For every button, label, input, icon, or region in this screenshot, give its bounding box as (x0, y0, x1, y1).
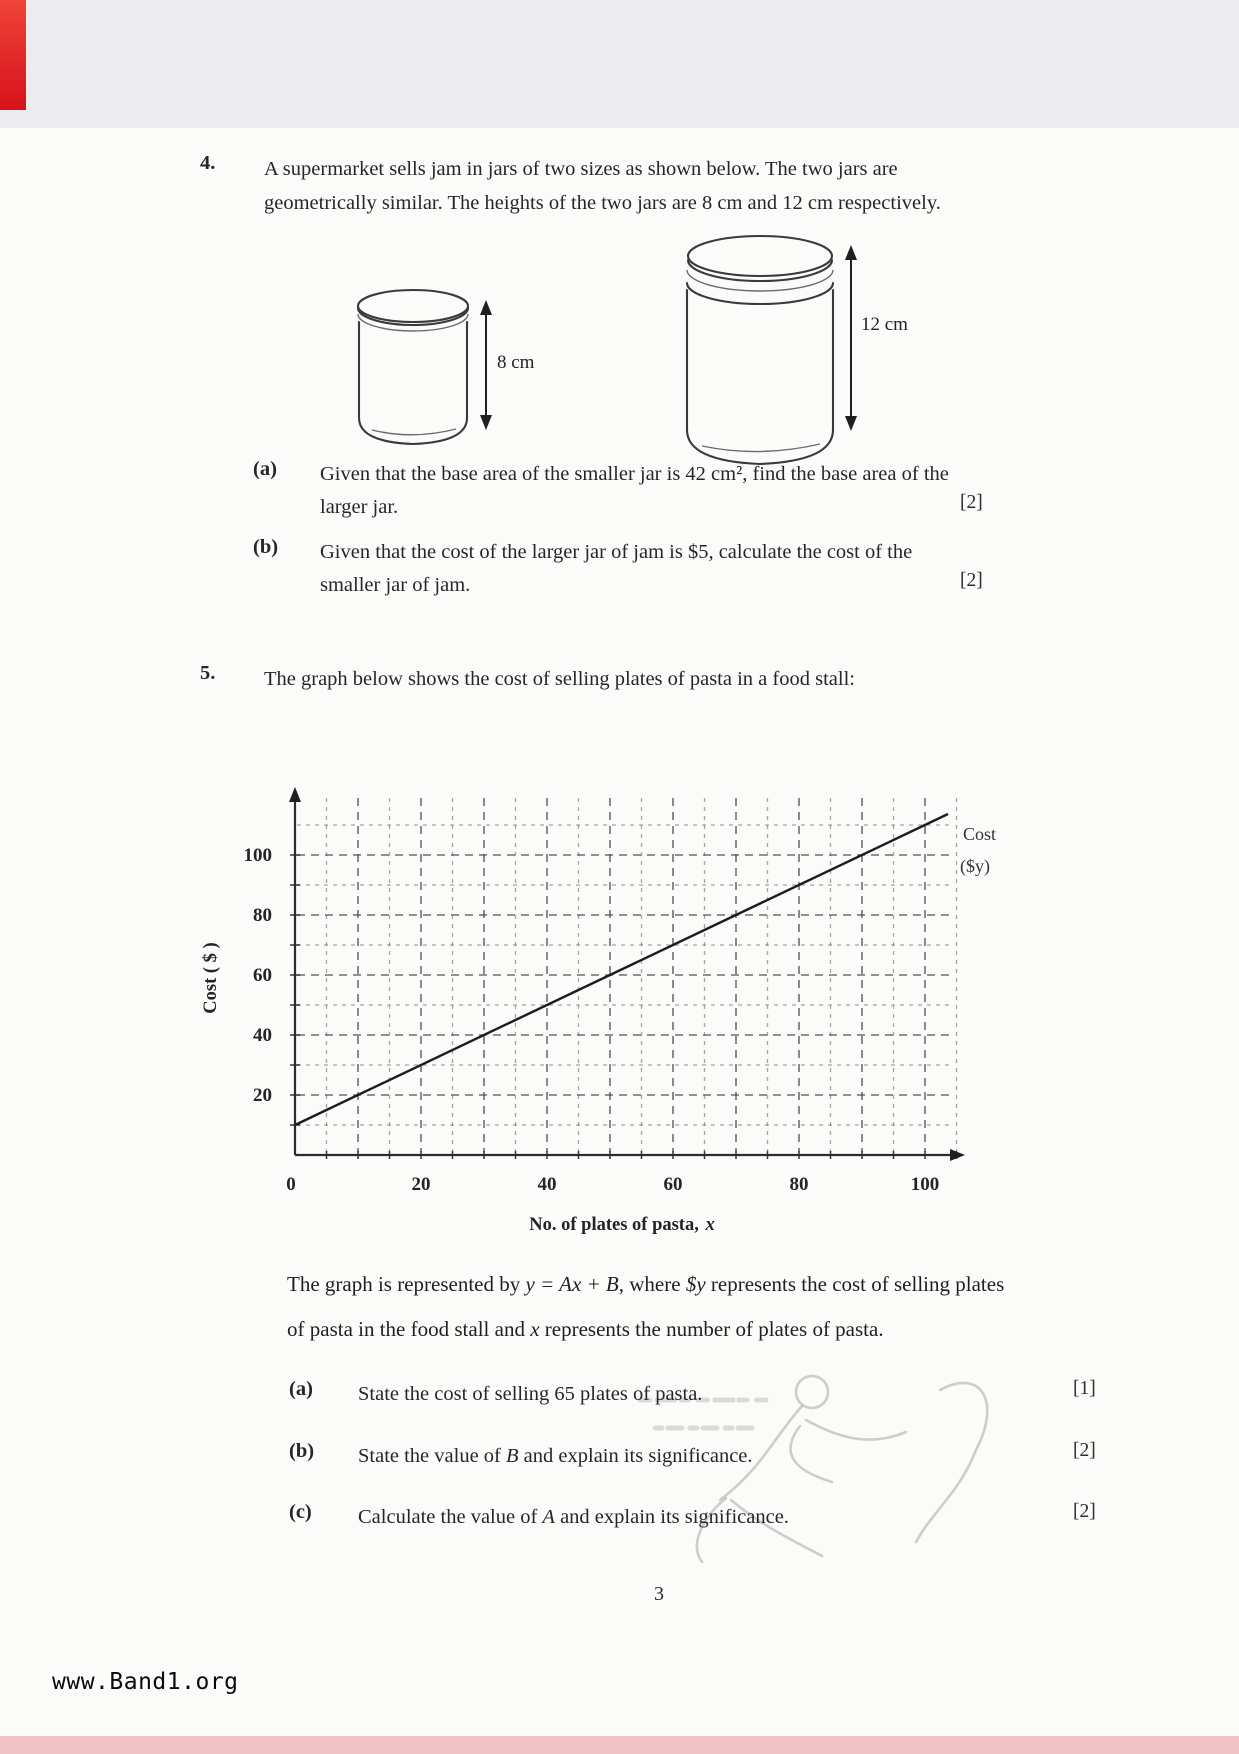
x-tick-60: 60 (663, 1174, 683, 1195)
small-jar-height-arrow (480, 300, 492, 430)
part-seg: State the value of (358, 1445, 507, 1467)
x-axis-arrowhead (950, 1149, 965, 1161)
variable-x: x (530, 1317, 540, 1341)
y-tick-labels (244, 845, 273, 1106)
x-axis-label-main: No. of plates of pasta, (529, 1215, 704, 1235)
y-tick-80: 80 (253, 905, 272, 926)
part-text (358, 1378, 1049, 1411)
para-seg: represents the cost of selling plates (705, 1272, 1005, 1296)
cost-label-line1: Cost (963, 824, 997, 844)
variable-y: $y (685, 1272, 706, 1296)
part-variable: B (506, 1445, 519, 1467)
pasta-cost-line-chart (180, 700, 1060, 1255)
question-5-intro-line: The graph below shows the cost of selling plates of pasta in a food stall: (264, 668, 855, 690)
part-text-line1: Given that the cost of the larger jar of jam is $5, calculate the cost of the (320, 541, 913, 563)
x-axis-label (529, 1215, 714, 1235)
y-axis-label: Cost ( $ ) (201, 942, 221, 1014)
equation-text: y = Ax + B (525, 1272, 619, 1296)
question-4-intro-line1: A supermarket sells jam in jars of two sizes as shown below. The two jars are (264, 158, 898, 180)
x-tick-100: 100 (910, 1174, 940, 1195)
x-tick-labels (286, 1174, 939, 1195)
part-text (320, 536, 998, 602)
part-text (358, 1440, 1049, 1473)
large-jar-illustration (687, 236, 833, 464)
y-tick-60: 60 (253, 965, 272, 986)
question-5-part-b (289, 1440, 1049, 1473)
marks-badge: [2] (1073, 1440, 1096, 1461)
question-4-intro (264, 152, 1010, 220)
part-text (320, 458, 998, 524)
part-label: (a) (253, 458, 277, 480)
jam-jars-diagram (330, 215, 955, 487)
large-jar-height-arrow (845, 245, 857, 431)
question-4-part-b (253, 536, 998, 602)
para-seg: The graph is represented by (287, 1272, 526, 1296)
question-5-part-c (289, 1501, 1049, 1534)
part-variable: A (542, 1506, 555, 1528)
x-tick-40: 40 (537, 1174, 557, 1195)
question-4-intro-line2: geometrically similar. The heights of the two jars are 8 cm and 12 cm respectively. (264, 192, 941, 214)
cost-label-line2: ($y) (960, 856, 990, 876)
part-label: (b) (253, 536, 279, 558)
question-5-number: 5. (200, 662, 216, 684)
marks-badge: [2] (1073, 1501, 1096, 1522)
marks-badge: [2] (960, 492, 983, 513)
grid-horizontal (297, 825, 952, 1125)
x-tick-20: 20 (411, 1174, 431, 1195)
part-label: (c) (289, 1501, 312, 1523)
marks-badge: [2] (960, 570, 983, 591)
y-tick-100: 100 (243, 845, 272, 866)
large-jar-height-label: 12 cm (861, 314, 908, 335)
question-5-intro-row (200, 662, 1030, 696)
y-tick-40: 40 (253, 1025, 272, 1046)
part-text-line2: smaller jar of jam. (320, 574, 471, 596)
cost-data-line (295, 814, 948, 1125)
line-end-label (960, 824, 996, 877)
question-4-number: 4. (200, 152, 216, 174)
part-seg: State the cost of selling 65 plates of pasta. (358, 1383, 703, 1405)
part-seg: and explain its significance. (554, 1506, 789, 1528)
question-4-intro-row (200, 152, 1010, 220)
y-tick-20: 20 (253, 1085, 272, 1106)
stamp-figure-arm1 (806, 1420, 906, 1440)
part-seg: Calculate the value of (358, 1506, 543, 1528)
part-label: (a) (289, 1378, 313, 1400)
footer-site-watermark: www.Band1.org (52, 1669, 239, 1695)
small-jar-height-label: 8 cm (497, 352, 535, 373)
question-5-intro (264, 662, 1030, 696)
part-text-line2: larger jar. (320, 496, 399, 518)
part-text (358, 1501, 1049, 1534)
x-axis-label-var: x (705, 1215, 715, 1235)
marks-badge: [1] (1073, 1378, 1096, 1399)
page-number: 3 (654, 1583, 664, 1605)
small-jar-illustration (358, 290, 468, 444)
x-tick-80: 80 (789, 1174, 809, 1195)
para-seg: of pasta in the food stall and (287, 1317, 531, 1341)
question-5-part-a (289, 1378, 1049, 1411)
question-4-part-a (253, 458, 998, 524)
x-tick-0: 0 (286, 1174, 296, 1195)
q5-equation-paragraph-line1 (287, 1272, 1047, 1297)
part-text-line1: Given that the base area of the smaller jar is 42 cm², find the base area of the (320, 463, 949, 485)
chart-axes (289, 787, 965, 1161)
para-seg: represents the number of plates of pasta. (539, 1317, 884, 1341)
y-axis-arrowhead (289, 787, 301, 802)
part-label: (b) (289, 1440, 315, 1462)
part-seg: and explain its significance. (518, 1445, 753, 1467)
para-seg: , where (618, 1272, 686, 1296)
